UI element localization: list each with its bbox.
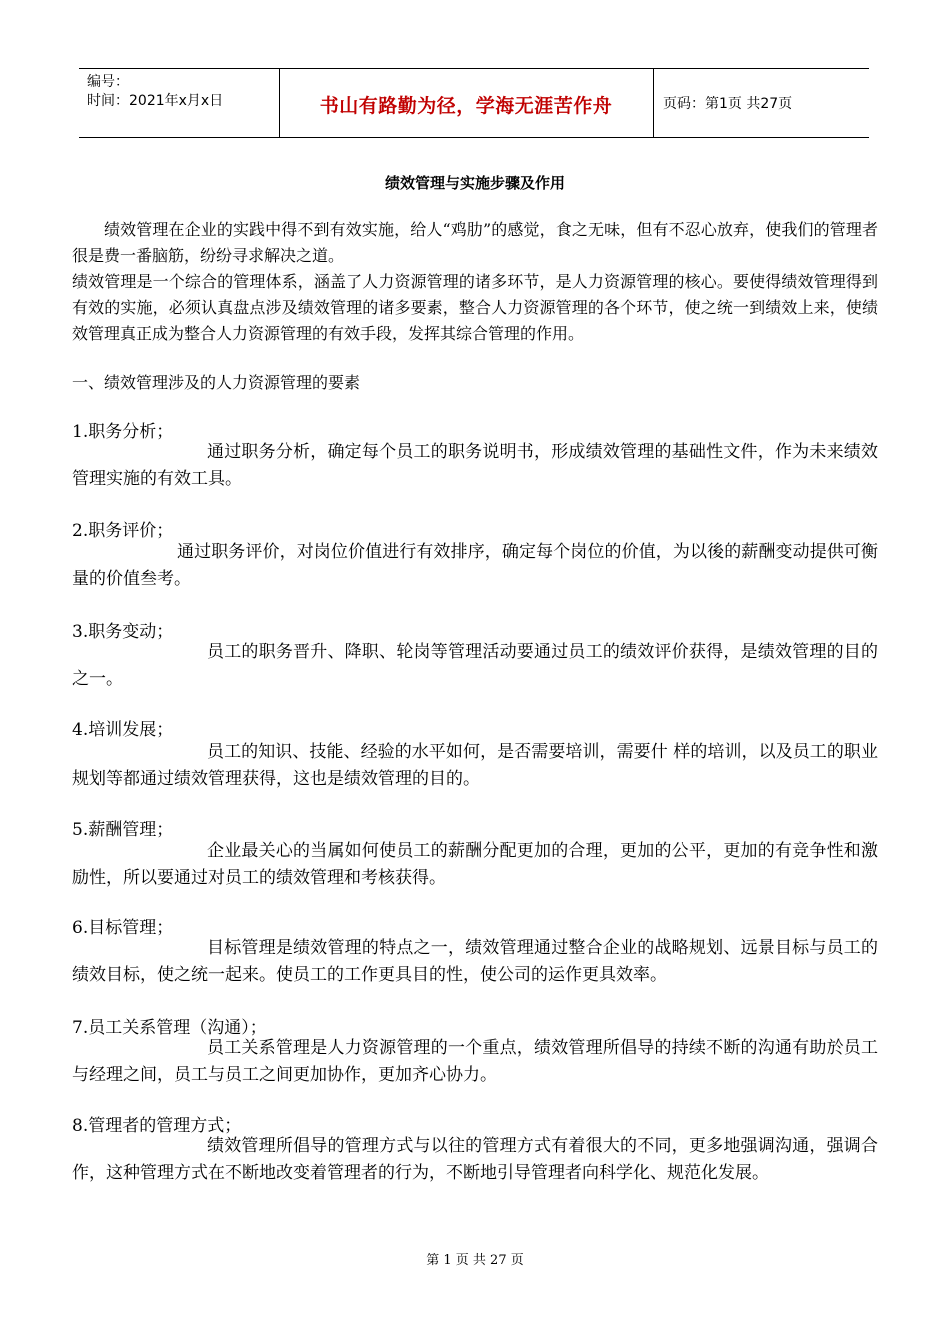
item-body: 员工的知识、技能、经验的水平如何，是否需要培训，需要什 样的培训，以及员工的职业规划等都通过绩效管理获得，这也是绩效管理的目的。: [72, 742, 878, 789]
item-heading: 2.职务评价；: [72, 521, 174, 541]
item-heading: 6.目标管理；: [72, 918, 174, 938]
time-label: 时间：2021年x月x日: [87, 93, 224, 109]
item-heading: 4.培训发展；: [72, 720, 174, 740]
header-page-info: 页码：第1页 共27页: [663, 96, 793, 112]
item-heading: 8.管理者的管理方式；: [72, 1116, 242, 1136]
intro-paragraph-1: 绩效管理在企业的实践中得不到有效实施，给人“鸡肋”的感觉，食之无味，但有不忍心放弃，使我们的管理者很是费一番脑筋，纷纷寻求解决之道。: [72, 220, 878, 265]
item-body: 通过职务评价，对岗位价值进行有效排序，确定每个岗位的价值，为以後的薪酬变动提供可衡量的价值叁考。: [72, 542, 878, 589]
header-left-cell: [87, 73, 223, 111]
item-body: 企业最关心的当属如何使员工的薪酬分配更加的合理，更加的公平，更加的有竞争性和激励性，所以要通过对员工的绩效管理和考核获得。: [72, 841, 878, 888]
item-heading: 5.薪酬管理；: [72, 820, 174, 840]
header-table: [79, 68, 869, 138]
item-body: 绩效管理所倡导的管理方式与以往的管理方式有着很大的不同，更多地强调沟通，强调合作，这种管理方式在不断地改变着管理者的行为，不断地引导管理者向科学化、规范化发展。: [72, 1136, 878, 1183]
number-label: 编号：: [87, 74, 129, 90]
item-heading: 3.职务变动；: [72, 622, 174, 642]
page-footer: 第 1 页 共 27 页: [426, 1253, 524, 1268]
section-heading: 一、绩效管理涉及的人力资源管理的要素: [72, 373, 361, 392]
item-body: 通过职务分析，确定每个员工的职务说明书，形成绩效管理的基础性文件，作为未来绩效管理实施的有效工具。: [72, 442, 878, 489]
item-heading: 1.职务分析；: [72, 422, 174, 442]
item-body: 目标管理是绩效管理的特点之一，绩效管理通过整合企业的战略规划、远景目标与员工的绩效目标，使之统一起来。使员工的工作更具目的性，使公司的运作更具效率。: [72, 938, 878, 985]
header-divider: [653, 69, 654, 137]
item-heading: 7.员工关系管理（沟通）；: [72, 1018, 267, 1038]
item-body: 员工的职务晋升、降职、轮岗等管理活动要通过员工的绩效评价获得，是绩效管理的目的之一。: [72, 642, 878, 689]
document-title: 绩效管理与实施步骤及作用: [384, 174, 565, 192]
header-motto: 书山有路勤为径，学海无涯苦作舟: [319, 95, 613, 117]
intro-paragraph-2: 绩效管理是一个综合的管理体系，涵盖了人力资源管理的诸多环节，是人力资源管理的核心。要使得绩效管理得到有效的实施，必须认真盘点涉及绩效管理的诸多要素，整合人力资源管理的各个环节，使之统一到绩效上来，使绩效管理真正成为整合人力资源管理的有效手段，发挥其综合管理的作用。: [72, 272, 878, 343]
item-body: 员工关系管理是人力资源管理的一个重点，绩效管理所倡导的持续不断的沟通有助於员工与经理之间，员工与员工之间更加协作，更加齐心协力。: [72, 1038, 878, 1085]
